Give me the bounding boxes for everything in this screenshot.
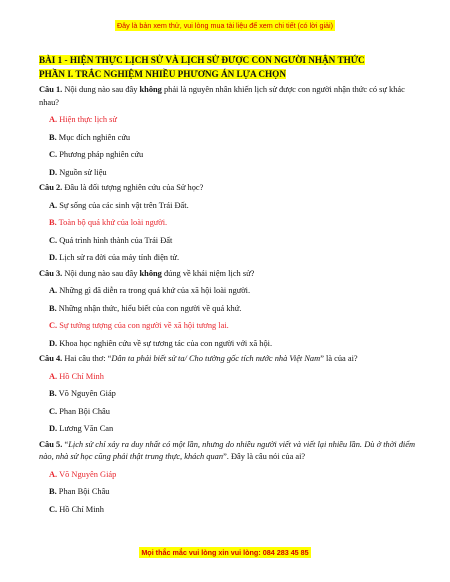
document-body — [39, 53, 415, 516]
answer-option: B. Võ Nguyên Giáp — [49, 389, 116, 398]
quoted-statement: Lịch sử chỉ xảy ra duy nhất có một lần, nhưng do nhiều người viết và viết lại nhiều lần. Dù ở thời điểm nào, nhà sử học cũng phải thật trung thực, khách quan — [39, 439, 415, 461]
question-label: Câu 5. — [39, 439, 63, 449]
answer-option: C. Phương pháp nghiên cứu — [49, 150, 144, 159]
question-label: Câu 2. — [39, 183, 63, 192]
contact-text: Mọi thắc mắc vui lòng xin vui lòng: 084 283 45 85 — [141, 548, 309, 557]
question-1: Câu 1. Nội dung nào sau đây không phải là nguyên nhân khiến lịch sử được con người nhận thức có sự khác nhau? — [39, 85, 405, 107]
question-label: Câu 4. — [39, 354, 63, 363]
answer-option: B. Những nhận thức, hiểu biết của con người về quá khứ. — [49, 303, 242, 313]
answer-option: C. Hồ Chí Minh — [49, 504, 104, 514]
lesson-title: BÀI 1 - HIỆN THỰC LỊCH SỬ VÀ LỊCH SỬ ĐƯỢC CON NGƯỜI NHẬN THỨC — [39, 55, 365, 65]
question-label: Câu 1. — [39, 85, 63, 94]
answer-option: A. Hiện thực lịch sử — [49, 115, 117, 124]
answer-option: C. Quá trình hình thành của Trái Đất — [49, 235, 173, 245]
answer-option: A. Sự sống của các sinh vật trên Trái Đất. — [49, 200, 189, 210]
answer-option: D. Lương Văn Can — [49, 424, 114, 433]
contact-banner — [0, 548, 450, 557]
question-4: Câu 4. Hai câu thơ: “Dân ta phải biết sử ta/ Cho tường gốc tích nước nhà Việt Nam” là của ai? — [39, 354, 358, 363]
answer-option: A. Hồ Chí Minh — [49, 371, 104, 381]
preview-notice-banner — [0, 21, 450, 30]
answer-option: C. Phan Bội Châu — [49, 406, 110, 416]
answer-option: B. Toàn bộ quá khứ của loài người. — [49, 218, 168, 227]
answer-option: D. Khoa học nghiên cứu về sự tương tác của con người với xã hội. — [49, 338, 273, 348]
question-3: Câu 3. Nội dung nào sau đây không đúng về khái niệm lịch sử? — [39, 268, 255, 278]
answer-option: D. Lịch sử ra đời của máy tính điện tử. — [49, 253, 180, 262]
question-2: Câu 2. Đâu là đối tượng nghiên cứu của Sử học? — [39, 183, 204, 192]
preview-notice-text: Đây là bản xem thử, vui lòng mua tài liệu để xem chi tiết (có lời giải) — [116, 21, 334, 30]
part-title: PHẦN I. TRẮC NGHIỆM NHIỀU PHƯƠNG ÁN LỰA CHỌN — [39, 69, 286, 79]
emphasis-word: không — [139, 268, 162, 278]
answer-option: C. Sự tưởng tượng của con người về xã hội tương lai. — [49, 321, 229, 330]
answer-option: A. Những gì đã diễn ra trong quá khứ của xã hội loài người. — [49, 286, 251, 295]
answer-option: D. Nguồn sử liệu — [49, 167, 107, 177]
question-5: Câu 5. “Lịch sử chỉ xảy ra duy nhất có một lần, nhưng do nhiều người viết và viết lại nhiều lần. Dù ở thời điểm nào, nhà sử học cũng phải thật trung thực, khách quan”. Đây là câu nói của ai? — [39, 439, 415, 461]
quoted-verse: Dân ta phải biết sử ta/ Cho tường gốc tích nước nhà Việt Nam — [111, 354, 321, 363]
answer-option: A. Võ Nguyên Giáp — [49, 469, 117, 479]
answer-option: B. Phan Bội Châu — [49, 487, 110, 496]
emphasis-word: không — [139, 85, 162, 94]
question-label: Câu 3. — [39, 268, 63, 278]
answer-option: B. Mục đích nghiên cứu — [49, 132, 131, 142]
